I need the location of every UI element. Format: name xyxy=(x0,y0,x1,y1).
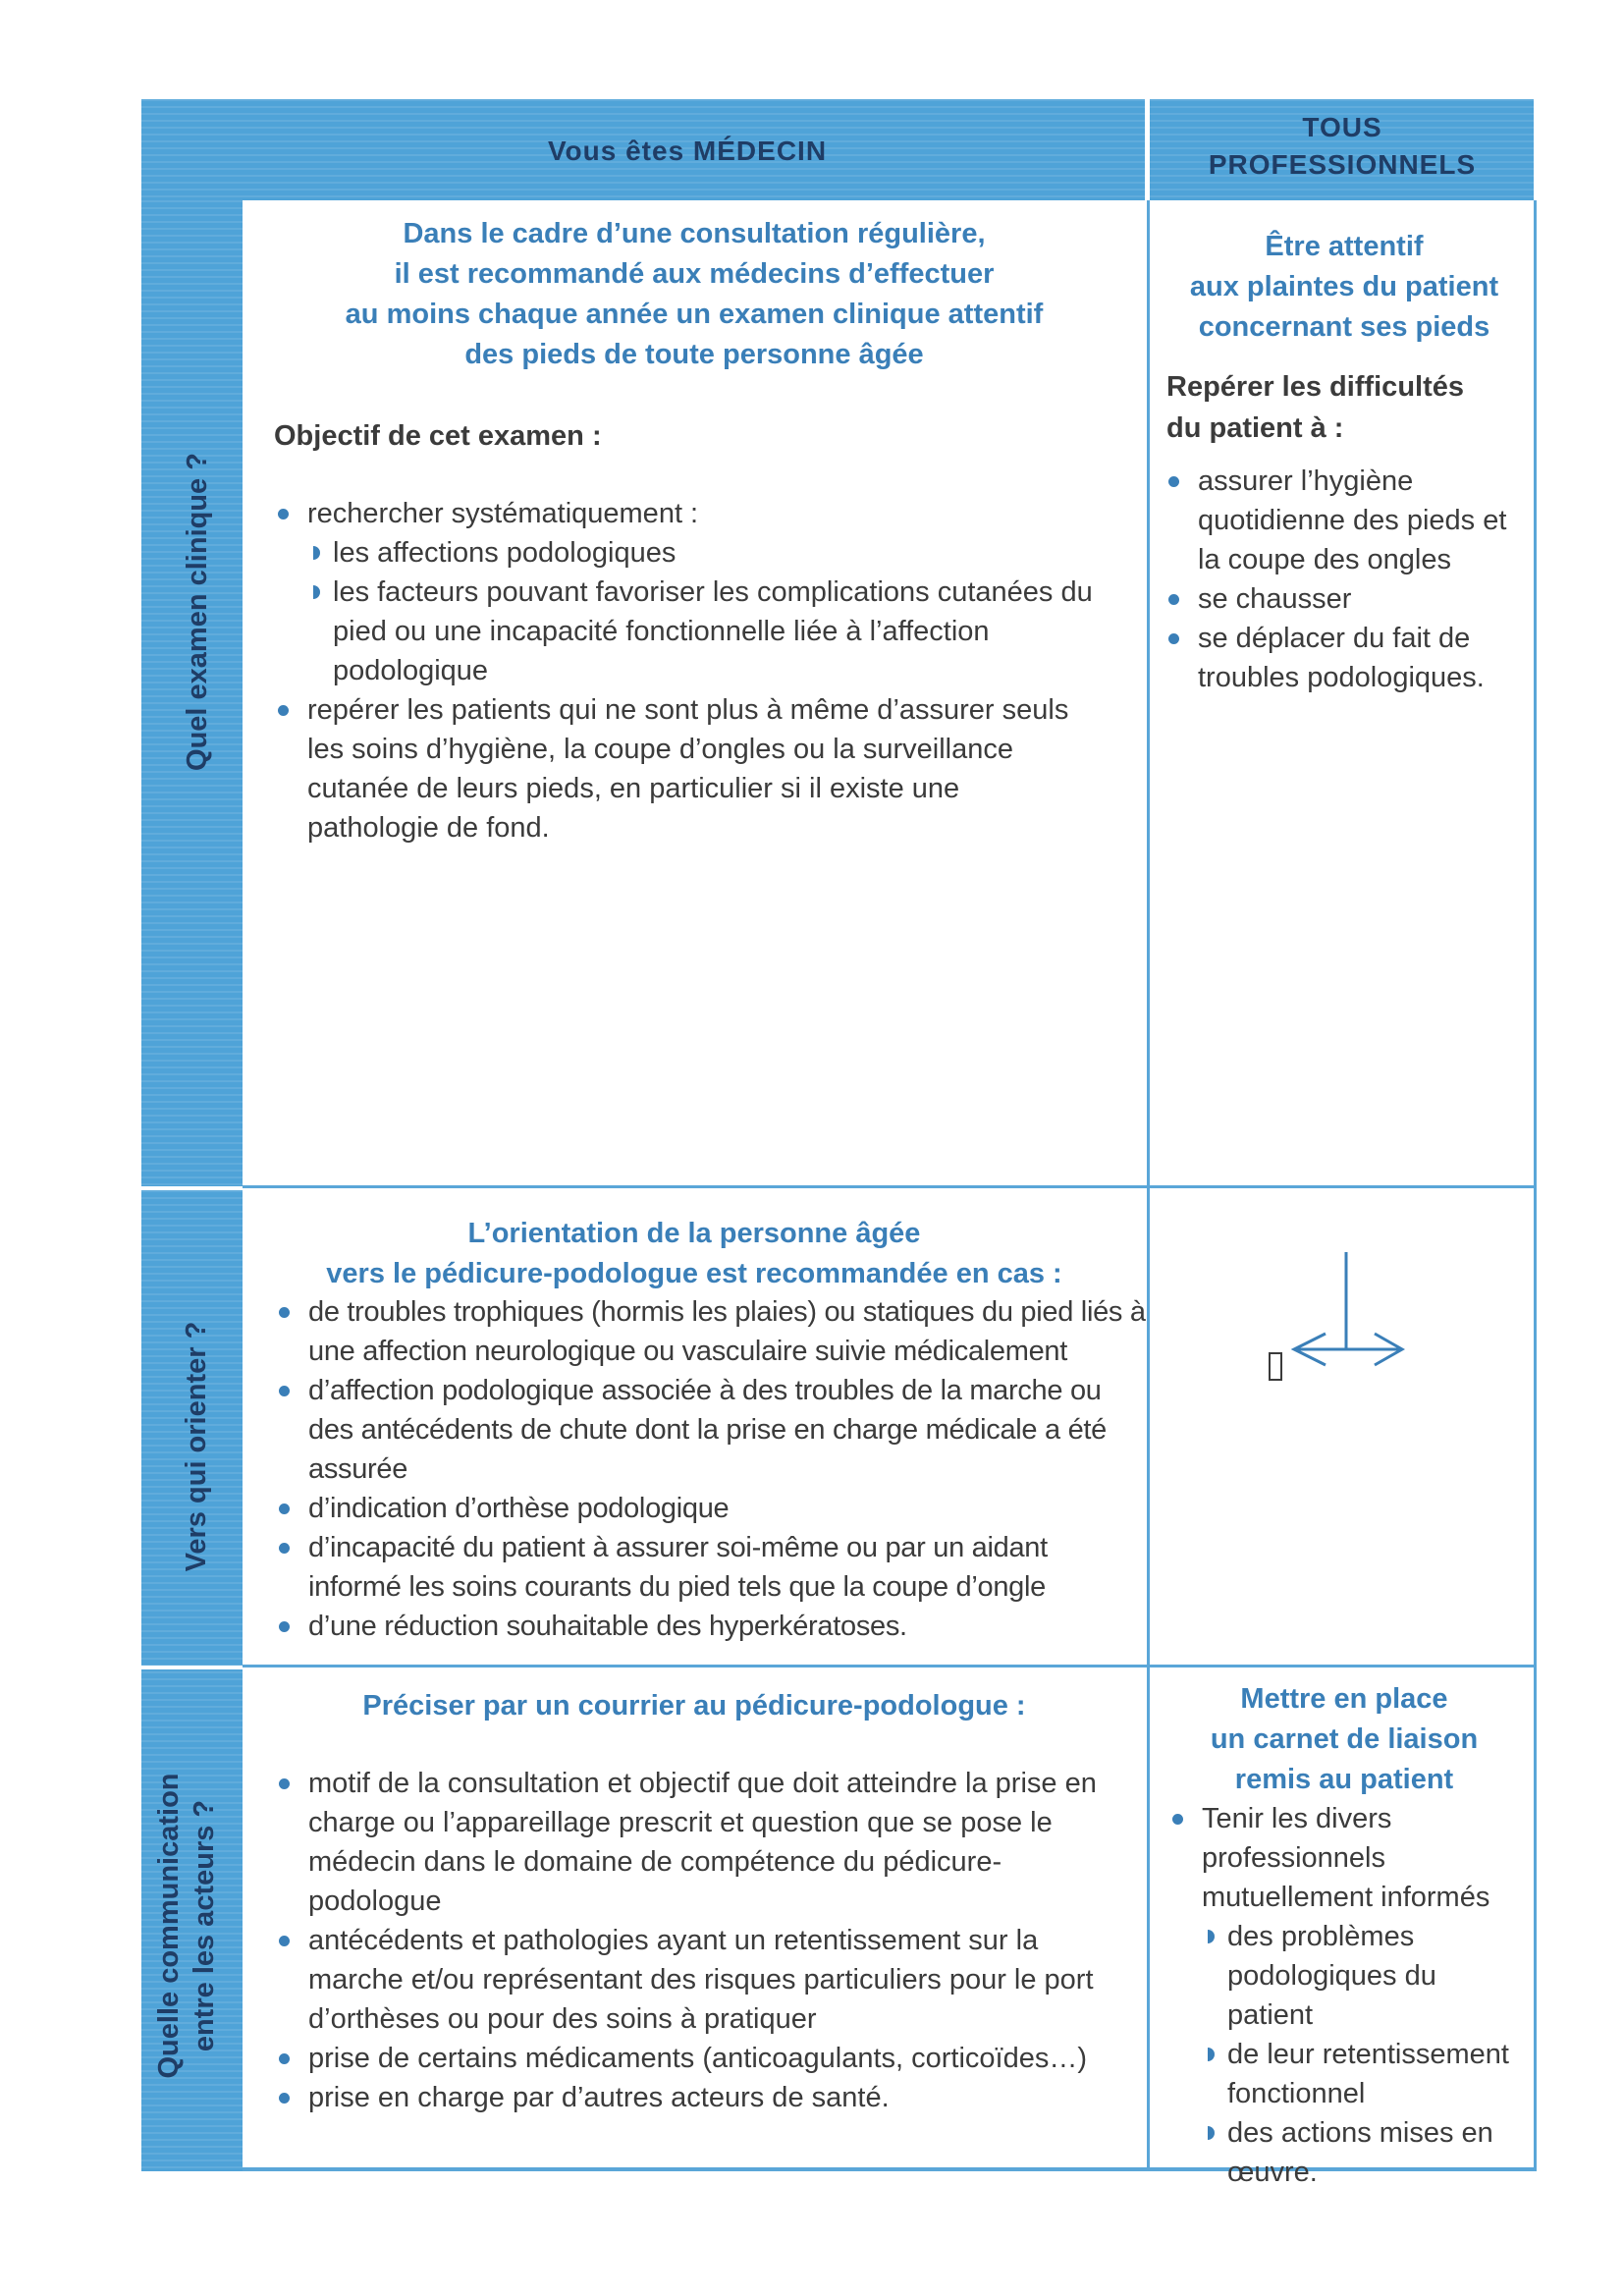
examen-intro xyxy=(257,214,1131,375)
tous-comm-subitem: des problèmes podologiques du patient xyxy=(1204,1917,1522,2035)
tous-comm-sublist xyxy=(1204,1917,1522,2192)
orienter-head xyxy=(257,1214,1131,1294)
header-medecin: Vous êtes MÉDECIN xyxy=(547,136,828,166)
orienter-head-line: vers le pédicure-podologue est recommandée en cas : xyxy=(326,1258,1062,1289)
examen-sublist xyxy=(309,533,1099,690)
tous-comm-head-line: Mettre en place xyxy=(1240,1683,1448,1715)
header-tous-line2: PROFESSIONNELS xyxy=(1208,149,1477,180)
row-label-orienter: Vers qui orienter ? xyxy=(181,1321,212,1572)
row-label-communication-line1: Quelle communication xyxy=(153,1773,185,2079)
tous-examen-head xyxy=(1155,227,1534,348)
comm-list xyxy=(275,1764,1129,2117)
tous-examen-item: se chausser xyxy=(1164,579,1508,619)
header-tous-professionnels xyxy=(1151,109,1534,184)
tous-examen-item: se déplacer du fait de troubles podologiques. xyxy=(1164,619,1508,697)
examen-intro-line: Dans le cadre d’une consultation régulière, xyxy=(403,218,986,249)
examen-intro-line: il est recommandé aux médecins d’effectuer xyxy=(394,258,995,290)
tous-examen-subhead-line: Repérer les difficultés xyxy=(1166,371,1464,403)
tous-comm-subitem: des actions mises en œuvre. xyxy=(1204,2113,1522,2192)
comm-item: motif de la consultation et objectif que doit atteindre la prise en charge ou l’appareillage prescrit et question que se pose le médecin dans le domaine de compétence du pédicure-podologue xyxy=(275,1764,1129,1921)
tous-examen-head-line: concernant ses pieds xyxy=(1198,311,1490,343)
examen-subitem-2: les facteurs pouvant favoriser les complications cutanées du pied ou une incapacité fonctionnelle liée à l’affection podologique xyxy=(309,573,1099,690)
examen-item-1 xyxy=(274,494,1099,690)
orienter-item: de troubles trophiques (hormis les plaies) ou statiques du pied liés à une affection neurologique ou vasculaire suivie médicalement xyxy=(275,1292,1147,1371)
orienter-item: d’affection podologique associée à des troubles de la marche ou des antécédents de chute dont la prise en charge médicale a été assurée xyxy=(275,1371,1147,1489)
tous-examen-head-line: aux plaintes du patient xyxy=(1189,271,1499,302)
tous-examen-list xyxy=(1164,462,1508,697)
row-label-communication xyxy=(151,1680,222,2171)
comm-item: prise en charge par d’autres acteurs de santé. xyxy=(275,2078,1129,2117)
examen-list xyxy=(274,494,1099,847)
examen-subitem-1: les affections podologiques xyxy=(309,533,1099,573)
tous-comm-item-text: Tenir les divers professionnels mutuellement informés xyxy=(1202,1803,1490,1913)
tous-comm-item xyxy=(1168,1799,1522,2192)
orienter-item: d’indication d’orthèse podologique xyxy=(275,1489,1147,1528)
examen-intro-line: au moins chaque année un examen clinique attentif xyxy=(345,299,1044,330)
orienter-list xyxy=(275,1292,1147,1646)
row-label-communication-line2: entre les acteurs ? xyxy=(189,1799,220,2052)
row-label-examen: Quel examen clinique ? xyxy=(182,453,213,771)
examen-intro-line: des pieds de toute personne âgée xyxy=(464,339,924,370)
examen-item-2: repérer les patients qui ne sont plus à même d’assurer seuls les soins d’hygiène, la coupe d’ongles ou la surveillance cutanée de leurs pieds, en particulier si il existe une pathologie de fond. xyxy=(274,690,1099,847)
comm-item: prise de certains médicaments (anticoagulants, corticoïdes…) xyxy=(275,2039,1129,2078)
orienter-item: d’incapacité du patient à assurer soi-même ou par un aidant informé les soins courants du pied tels que la coupe d’ongle xyxy=(275,1528,1147,1607)
orienter-head-line: L’orientation de la personne âgée xyxy=(467,1218,921,1249)
left-band-sep-2 xyxy=(141,1666,243,1669)
left-band-sep-1 xyxy=(141,1186,243,1190)
tous-comm-subitem: de leur retentissement fonctionnel xyxy=(1204,2035,1522,2113)
examen-objectif-title: Objectif de cet examen : xyxy=(274,420,602,452)
tous-examen-head-line: Être attentif xyxy=(1265,231,1424,262)
header-tous-line1: TOUS xyxy=(1302,112,1382,142)
examen-item-1-text: rechercher systématiquement : xyxy=(307,498,699,529)
tous-examen-item: assurer l’hygiène quotidienne des pieds et la coupe des ongles xyxy=(1164,462,1508,579)
tous-comm-list xyxy=(1168,1799,1522,2192)
tous-examen-subhead xyxy=(1166,366,1520,449)
tous-comm-head-line: remis au patient xyxy=(1234,1764,1454,1795)
placeholder-box-icon xyxy=(1269,1352,1282,1381)
orienter-item: d’une réduction souhaitable des hyperkératoses. xyxy=(275,1607,1147,1646)
tous-comm-head-line: un carnet de liaison xyxy=(1210,1723,1479,1755)
header-divider xyxy=(1145,99,1150,200)
arrow-branch-icon xyxy=(1267,1247,1424,1394)
comm-item: antécédents et pathologies ayant un retentissement sur la marche et/ou représentant des risques particuliers pour le port d’orthèses ou pour des soins à pratiquer xyxy=(275,1921,1129,2039)
comm-head: Préciser par un courrier au pédicure-podologue : xyxy=(362,1690,1026,1722)
tous-comm-head xyxy=(1155,1679,1534,1800)
tous-examen-subhead-line: du patient à : xyxy=(1166,412,1344,444)
